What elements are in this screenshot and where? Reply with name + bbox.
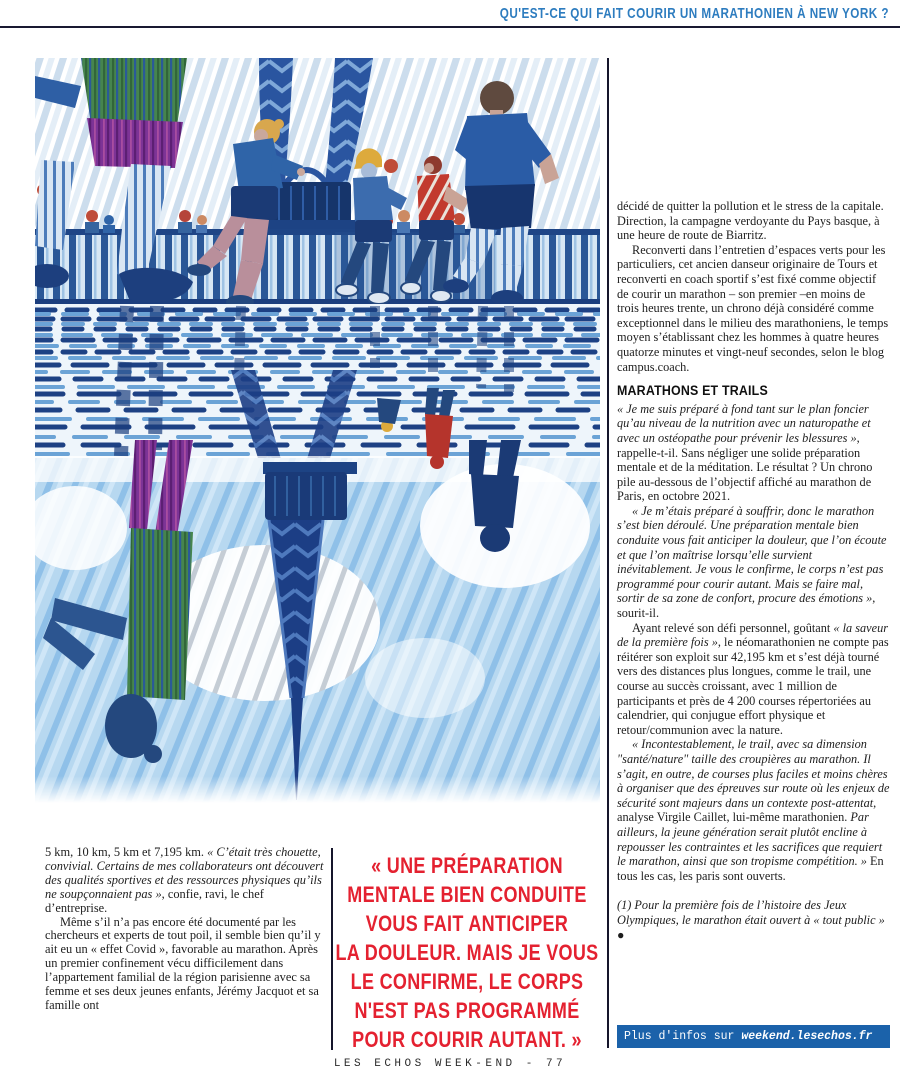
body-text: 5 km, 10 km, 5 km et 7,195 km.	[45, 845, 208, 859]
pull-quote-line: POUR COURIR AUTANT. »	[352, 1027, 582, 1052]
page-kicker: QU'EST-CE QUI FAIT COURIR UN MARATHONIEN À NEW YORK ?	[499, 5, 889, 22]
body-text: , analyse Virgile Caillet, lui-même marathonien.	[617, 795, 877, 825]
paragraph	[617, 737, 890, 883]
paragraph	[45, 916, 326, 1013]
marathon-reflection-illustration	[35, 58, 600, 803]
body-text: Ayant relevé son défi personnel, goûtant	[632, 620, 834, 635]
water-fade	[35, 776, 600, 803]
paragraph	[617, 898, 890, 942]
paragraph	[617, 243, 890, 374]
paragraph	[617, 504, 890, 621]
paragraph	[617, 199, 890, 243]
quote-text: « C’était très chouette, convivial. Certains de mes collaborateurs ont découvert des qualités sportives et des ressources physiques qu’ils ne soupçonnaient pas »	[45, 845, 324, 901]
header-rule	[0, 26, 900, 28]
pull-quote-line: VOUS FAIT ANTICIPER	[365, 911, 569, 936]
right-column	[617, 199, 890, 942]
section-heading: MARATHONS ET TRAILS	[617, 383, 768, 399]
column-divider-left	[331, 848, 333, 1050]
pull-quote	[335, 851, 599, 1054]
body-text: Même s’il n’a pas encore été documenté par les chercheurs et experts de tout poil, il semble bien qu’il y ait eu un « effet Covid », favorable au marathon. Après un premier confinement vécu difficilement dans l’appartement familial de la région parisienne avec sa femme et ses deux jeunes enfants, Jérémy Jacquot et sa famille ont	[45, 914, 321, 1012]
body-text: , le néomarathonien ne compte pas réitérer son exploit sur 42,195 km et s’est déjà tourné vers des distances plus longues, comme le trail, une course au succès croissant, avec 1 million de participants et près de 4 200 courses répertoriées au calendrier, qui conjugue effort physique et retour/communion avec la nature.	[617, 635, 889, 737]
paragraph	[617, 402, 890, 504]
info-banner-url[interactable]: weekend.lesechos.fr	[741, 1030, 873, 1043]
column-divider-right	[607, 58, 609, 1048]
paragraph	[45, 846, 326, 916]
right-column-body	[617, 402, 890, 884]
quote-text: « Je me suis préparé à fond tant sur le plan foncier qu’au niveau de la nutrition avec un naturopathe et avec un ostéopathe pour prévenir les blessures »	[617, 401, 871, 445]
body-text: décidé de quitter la pollution et le stress de la capitale. Direction, la campagne verdoyante du Pays basque, à une heure de route de Biarritz.	[617, 199, 884, 243]
quote-text: « Je m’étais préparé à souffrir, donc le marathon s’est bien déroulé. Une préparation mentale bien conduite vous fait anticiper la douleur, que l’on écoute et que l’on maîtrise lorsqu’elle survient inévitablement. Je vous le confirme, le corps n’est pas programmé pour courir autant. Mais se faire mal, sortir de sa zone de confort, procure des émotions »	[617, 503, 887, 606]
footer-page-label: LES ECHOS WEEK-END - 77	[333, 1058, 567, 1070]
body-text: , sourit-il.	[617, 591, 876, 621]
pull-quote-line: LE CONFIRME, LE CORPS	[350, 969, 584, 994]
info-banner-prefix: Plus d'infos sur	[624, 1030, 742, 1043]
pull-quote-line: N'EST PAS PROGRAMMÉ	[354, 998, 580, 1023]
pull-quote-line: « UNE PRÉPARATION	[371, 853, 563, 878]
right-column-intro	[617, 199, 890, 374]
quote-text: (1) Pour la première fois de l’histoire des Jeux Olympiques, le marathon était ouvert à « tout public »	[617, 898, 885, 927]
pull-quote-line: LA DOULEUR. MAIS JE VOUS	[335, 940, 599, 965]
body-text: , rappelle-t-il. Sans négliger une solide préparation mentale et de la méditation. Le résultat ? Un chrono pile au-dessous de l’objectif affiché au marathon de Paris, en octobre 2021.	[617, 430, 873, 504]
pull-quote-line: MENTALE BIEN CONDUITE	[347, 882, 587, 907]
body-text: En tous les cas, les paris sont ouverts.	[617, 854, 884, 883]
footnote	[617, 898, 890, 942]
body-text: ●	[617, 927, 625, 942]
paragraph	[617, 621, 890, 738]
quote-text: « la saveur de la première fois »	[617, 620, 889, 650]
quote-text: Par ailleurs, la jeune génération serait plutôt encline à repousser les contraintes et les sacrifices que requiert le marathon, ainsi que son tropisme compétition. »	[617, 810, 883, 869]
left-column	[45, 846, 326, 1013]
info-banner[interactable]	[617, 1025, 890, 1048]
body-text: Reconverti dans l’entretien d’espaces verts pour les particuliers, cet ancien danseur originaire de Tours et reconverti en coach sportif s’est fixé comme objectif de courir un marathon – son premier –en moins de trois heures trente, un chrono déjà considéré comme exceptionnel dans le milieu des marathoniens, le temps moyen s’établissant chez les hommes à quatre heures quatorze minutes et vingt-neuf secondes, selon le blog campus.coach.	[617, 242, 889, 374]
body-text: , confie, ravi, le chef d’entreprise.	[45, 886, 264, 915]
quote-text: « Incontestablement, le trail, avec sa dimension "santé/nature" taille des croupières au marathon. Il s’agit, en outre, de courses plus faciles et moins chères à organiser que des épreuves sur route où les enjeux de sécurité sont majeurs dans un contexte post-attentat	[617, 737, 890, 810]
